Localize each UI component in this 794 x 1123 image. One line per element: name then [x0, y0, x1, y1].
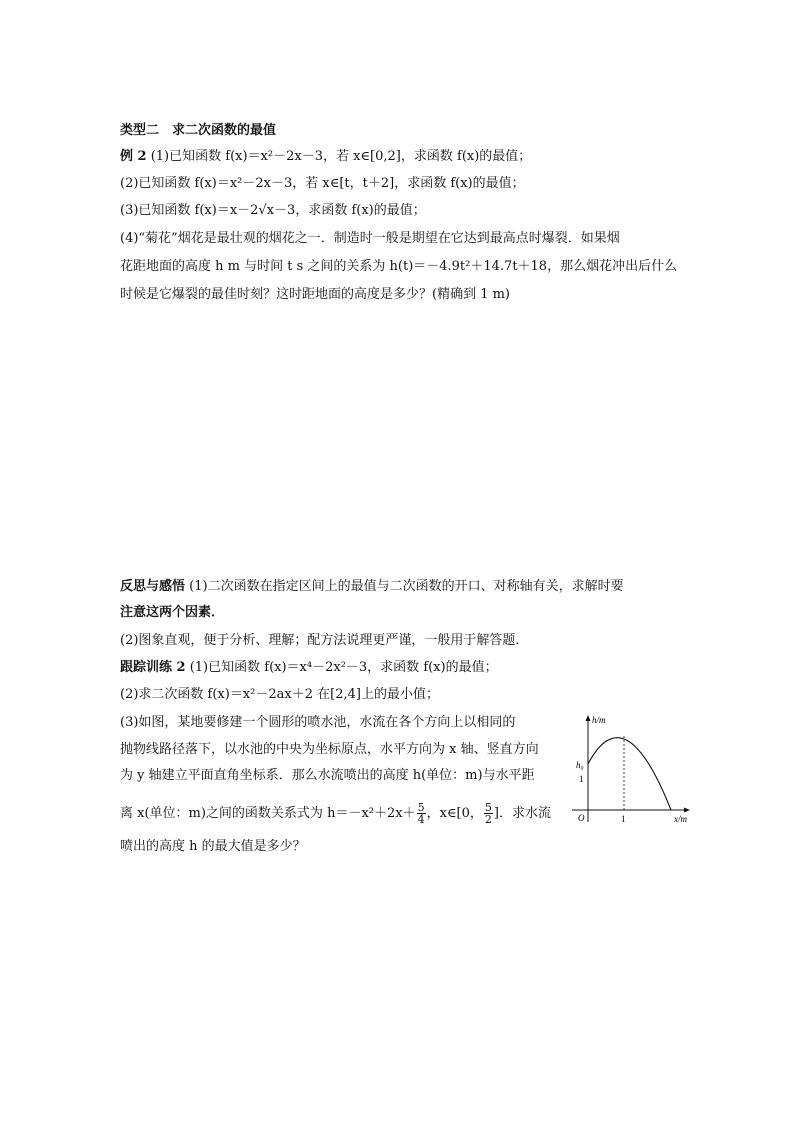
- practice-item-3-line-5: 喷出的高度 h 的最大值是多少？: [120, 839, 306, 854]
- example-line-1: [120, 148, 531, 166]
- x-tick-label: 1: [621, 814, 626, 824]
- y-axis-label: h/m: [592, 715, 606, 725]
- fraction-numerator: 5: [417, 801, 425, 814]
- practice-item-3-line-2: 抛物线路径落下，以水池的中央为坐标原点，水平方向为 x 轴、竖直方向: [120, 742, 539, 757]
- x-axis-arrow: [684, 808, 690, 813]
- y-tick-label: 1: [579, 774, 584, 784]
- example-label: 例 2: [120, 149, 147, 164]
- formula-text-after: ]．求水流: [493, 806, 551, 821]
- fraction-five-halves: [484, 802, 493, 825]
- practice-line-1: [120, 659, 498, 677]
- practice-item-3-line-1: (3)如图，某地要修建一个圆形的喷水池，水流在各个方向上以相同的: [120, 715, 516, 730]
- reflection-line-3: (2)图象直观，便于分析、理解；配方法说理更严谨，一般用于解答题．: [120, 633, 529, 648]
- fraction-denominator: 2: [484, 813, 492, 826]
- practice-item-2: (2)求二次函数 f(x)＝x²－2ax＋2 在[2,4]上的最小值；: [120, 687, 439, 702]
- practice-label: 跟踪训练 2: [120, 660, 186, 675]
- example-item-1: (1)已知函数 f(x)＝x²－2x－3，若 x∈[0,2]，求函数 f(x)的最值；: [150, 149, 532, 164]
- x-axis-label: x/m: [674, 814, 687, 824]
- parabola-figure: [566, 712, 698, 830]
- fraction-denominator: 4: [417, 813, 425, 826]
- y-axis-arrow: [586, 715, 591, 721]
- formula-text-before: 离 x(单位：m)之间的函数关系式为 h＝－x²＋2x＋: [120, 806, 416, 821]
- example-item-4-line-1: (4)“菊花”烟花是最壮观的烟花之一．制造时一般是期望在它达到最高点时爆裂．如果烟: [120, 231, 620, 246]
- formula-text-mid: ，x∈[0，: [426, 806, 483, 821]
- example-item-2: (2)已知函数 f(x)＝x²－2x－3，若 x∈[t，t＋2]，求函数 f(x)的最值；: [120, 176, 525, 191]
- example-item-4-line-2: 花距地面的高度 h m 与时间 t s 之间的关系为 h(t)＝－4.9t²＋14.7t＋18，那么烟花冲出后什么: [120, 259, 678, 274]
- example-item-3: (3)已知函数 f(x)＝x－2√x－3，求函数 f(x)的最值；: [120, 203, 426, 218]
- practice-item-3-line-4: [120, 802, 551, 825]
- reflection-line-1: [120, 578, 624, 596]
- fraction-five-fourths: [417, 802, 426, 825]
- fraction-numerator: 5: [484, 801, 492, 814]
- parabola-curve: [588, 738, 671, 810]
- practice-item-3-line-3: 为 y 轴建立平面直角坐标系．那么水流喷出的高度 h(单位：m)与水平距: [120, 768, 535, 783]
- h0-label: h₀: [576, 760, 584, 770]
- reflection-text-1: (1)二次函数在指定区间上的最值与二次函数的开口、对称轴有关，求解时要: [189, 579, 624, 594]
- reflection-line-2: 注意这两个因素．: [120, 605, 225, 620]
- origin-label: O: [578, 813, 585, 823]
- example-item-4-line-3: 时候是它爆裂的最佳时刻？这时距地面的高度是多少？(精确到 1 m): [120, 287, 511, 302]
- practice-item-1: (1)已知函数 f(x)＝x⁴－2x²－3，求函数 f(x)的最值；: [189, 660, 498, 675]
- reflection-label: 反思与感悟: [120, 579, 186, 594]
- section-title: 类型二 求二次函数的最值: [120, 123, 277, 138]
